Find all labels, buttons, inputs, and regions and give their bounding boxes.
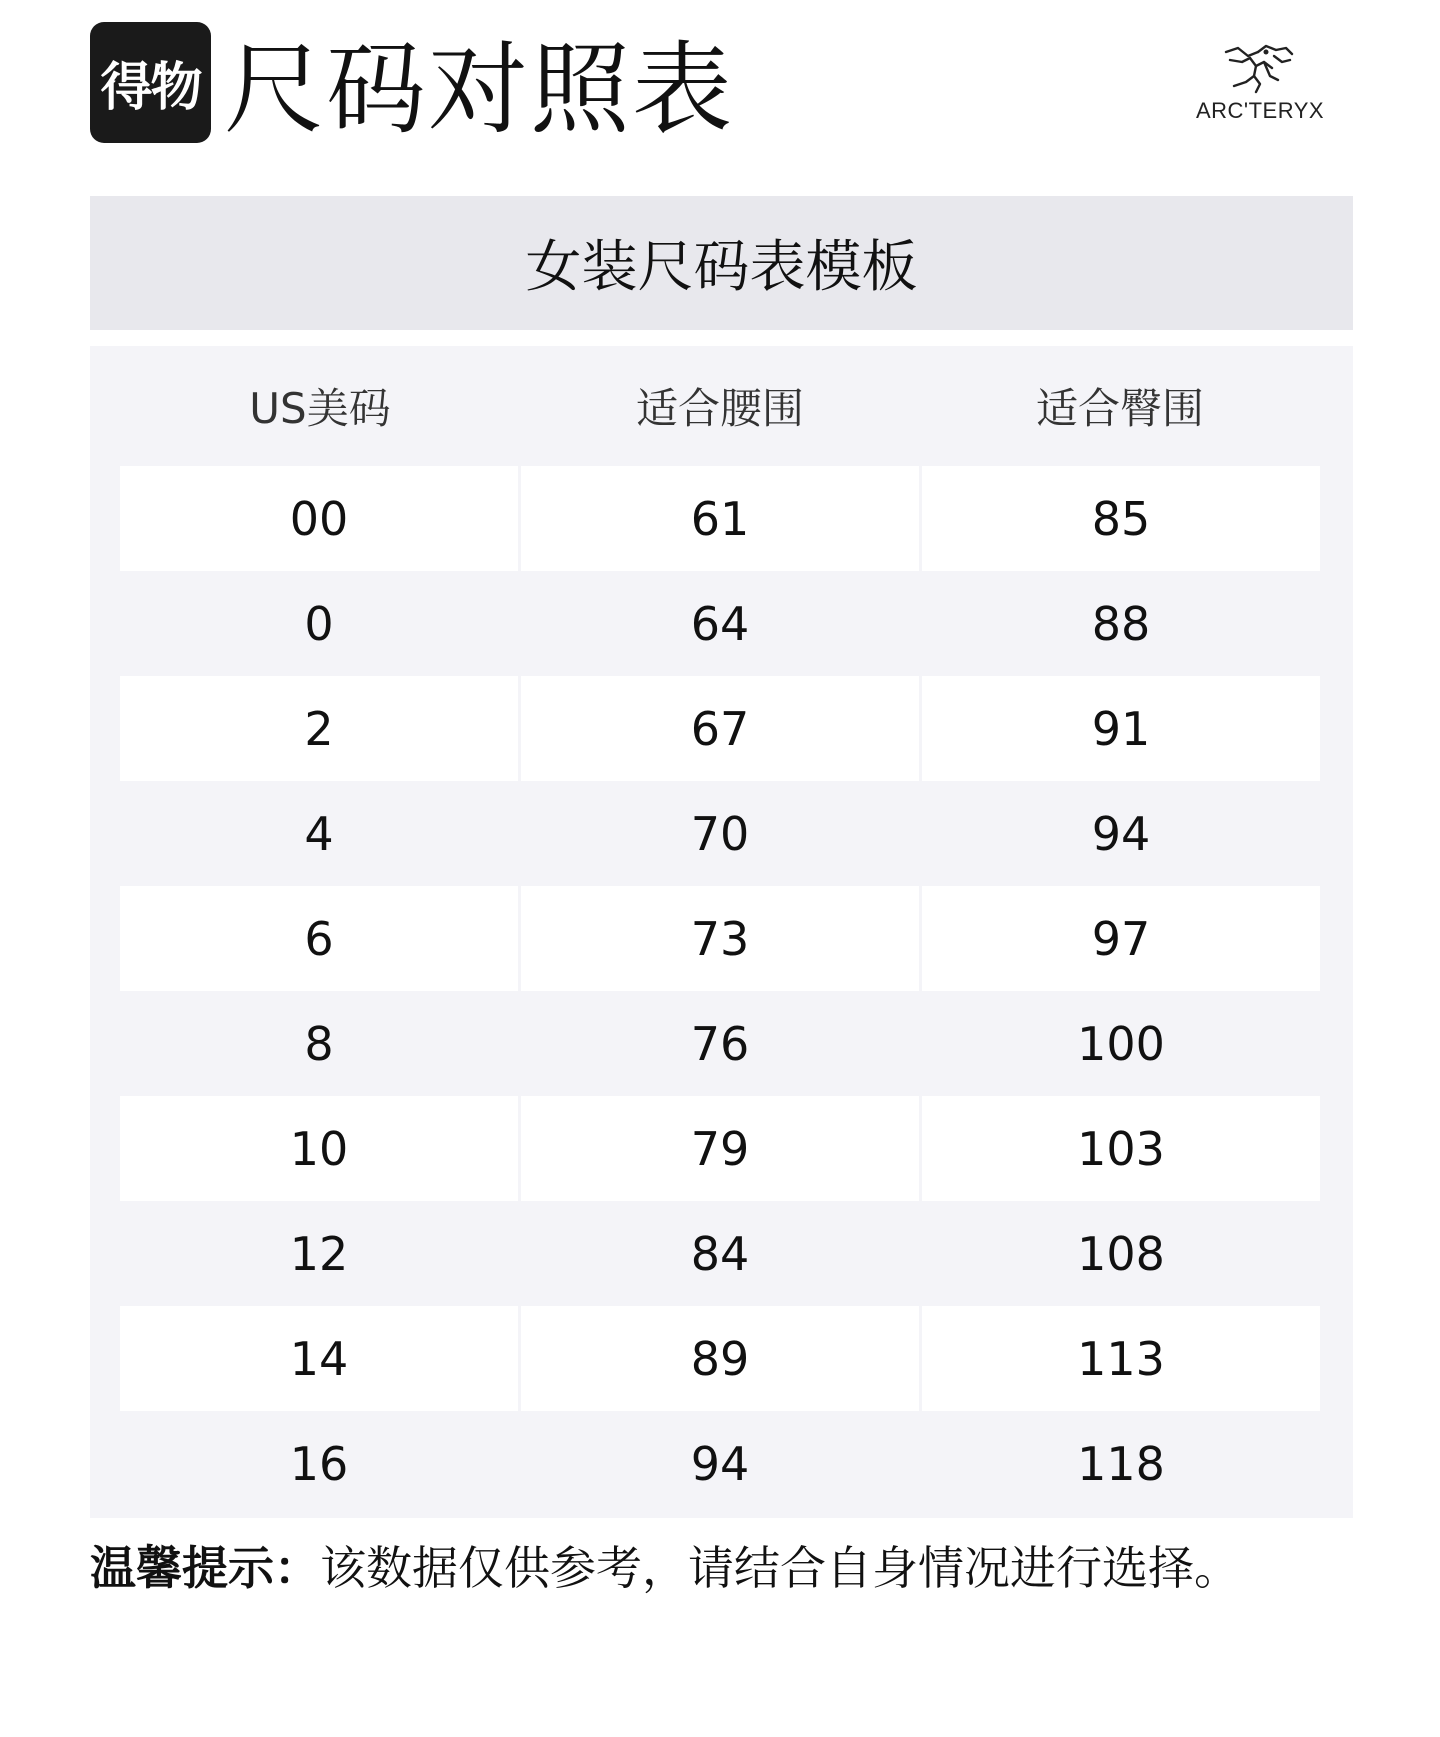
cell-us-size: 16 <box>120 1411 518 1516</box>
table-row <box>120 466 1320 571</box>
page-title: 尺码对照表 <box>224 31 734 148</box>
table-header-row <box>120 346 1320 466</box>
logo-badge-text: 得物 <box>100 58 201 118</box>
archaeopteryx-icon <box>1220 42 1296 96</box>
cell-us-size: 4 <box>120 781 518 886</box>
cell-waist: 89 <box>521 1306 919 1411</box>
cell-hip: 94 <box>922 781 1320 886</box>
cell-hip: 91 <box>922 676 1320 781</box>
cell-hip: 100 <box>922 991 1320 1096</box>
cell-waist: 70 <box>521 781 919 886</box>
cell-waist: 79 <box>521 1096 919 1201</box>
size-table <box>90 346 1353 1518</box>
table-row <box>120 571 1320 676</box>
cell-hip: 85 <box>922 466 1320 571</box>
table-row <box>120 886 1320 991</box>
brand-logo <box>1180 36 1340 136</box>
note-label: 温馨提示： <box>90 1541 320 1595</box>
cell-waist: 67 <box>521 676 919 781</box>
cell-hip: 103 <box>922 1096 1320 1201</box>
table-row <box>120 1201 1320 1306</box>
table-row <box>120 781 1320 886</box>
cell-waist: 76 <box>521 991 919 1096</box>
table-title-band <box>90 196 1353 330</box>
table-title: 女装尺码表模板 <box>525 235 918 300</box>
cell-hip: 113 <box>922 1306 1320 1411</box>
cell-us-size: 8 <box>120 991 518 1096</box>
cell-us-size: 0 <box>120 571 518 676</box>
cell-waist: 64 <box>521 571 919 676</box>
column-header-waist: 适合腰围 <box>635 384 804 433</box>
cell-hip: 108 <box>922 1201 1320 1306</box>
column-header-us-size: US美码 <box>249 384 391 433</box>
cell-us-size: 00 <box>120 466 518 571</box>
cell-hip: 97 <box>922 886 1320 991</box>
cell-waist: 73 <box>521 886 919 991</box>
table-row <box>120 1411 1320 1516</box>
cell-us-size: 12 <box>120 1201 518 1306</box>
cell-waist: 94 <box>521 1411 919 1516</box>
cell-hip: 88 <box>922 571 1320 676</box>
cell-us-size: 10 <box>120 1096 518 1201</box>
table-row <box>120 1306 1320 1411</box>
cell-us-size: 6 <box>120 886 518 991</box>
table-row <box>120 1096 1320 1201</box>
cell-hip: 118 <box>922 1411 1320 1516</box>
note-text: 该数据仅供参考，请结合自身情况进行选择。 <box>320 1541 1240 1595</box>
footer-note <box>90 1536 1240 1600</box>
dewu-logo-badge <box>90 22 211 143</box>
cell-us-size: 14 <box>120 1306 518 1411</box>
table-row <box>120 676 1320 781</box>
cell-waist: 61 <box>521 466 919 571</box>
column-header-hip: 适合臀围 <box>1035 384 1204 433</box>
cell-us-size: 2 <box>120 676 518 781</box>
table-body <box>120 466 1320 1516</box>
table-row <box>120 991 1320 1096</box>
cell-waist: 84 <box>521 1201 919 1306</box>
brand-name: ARC'TERYX <box>1195 98 1325 123</box>
